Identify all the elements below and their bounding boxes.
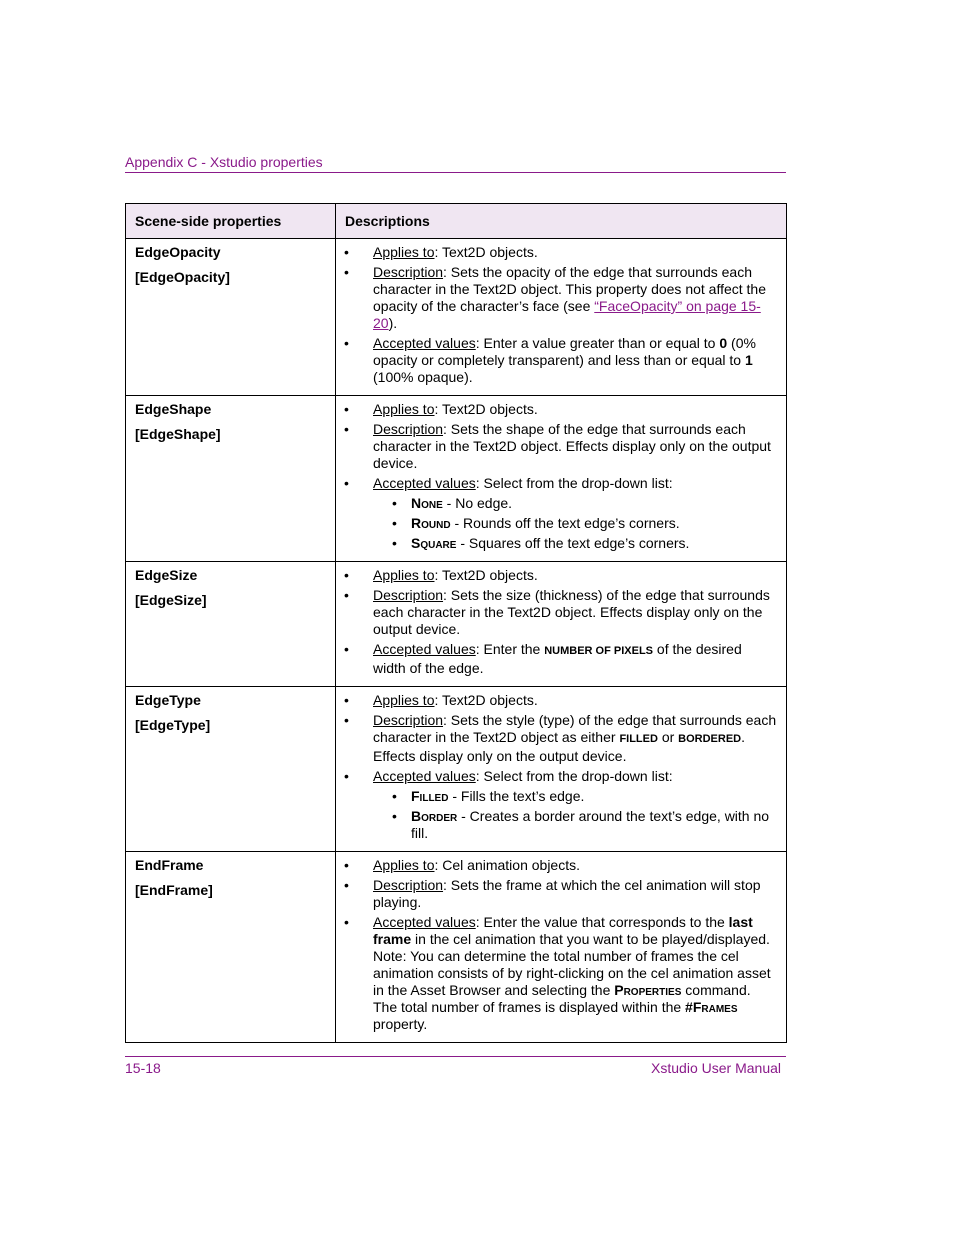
table-row <box>126 239 787 396</box>
option-item: • Round - Rounds off the text edge’s corners. <box>373 515 778 532</box>
property-name-cell <box>126 562 336 687</box>
list-item: • Accepted values: Enter the NUMBER OF PIXELS of the desired width of the edge. <box>344 641 778 677</box>
properties-table <box>125 203 787 1043</box>
option-item: • Square - Squares off the text edge’s corners. <box>373 535 778 552</box>
property-name: EdgeType <box>135 692 201 708</box>
property-name-cell <box>126 687 336 852</box>
list-item: • Accepted values: Enter the value that corresponds to the last frame in the cel animation that you want to be played/displayed. Note: You can determine the total number of frames the cel animation consists of by right-clicking on the cel animation asset in the Asset Browser and selecting the Properties command. The total number of frames is displayed within the #Frames property. <box>344 914 778 1033</box>
list-item: • Accepted values: Select from the drop-down list: • Filled - Fills the text’s edge. • Border - Creates a border around the text’s edge, with no fill. <box>344 768 778 842</box>
property-key: [EdgeShape] <box>135 426 221 442</box>
option-item: • Border - Creates a border around the text’s edge, with no fill. <box>373 808 778 842</box>
column-header-properties: Scene-side properties <box>126 204 336 239</box>
list-item: • Accepted values: Select from the drop-down list: • None - No edge. • Round - Rounds off the text edge’s corners. • Square - Squares off the text edge’s corners. <box>344 475 778 552</box>
list-item: • Description: Sets the shape of the edge that surrounds each character in the Text2D object. Effects display only on the output device. <box>344 421 778 472</box>
property-key: [EdgeOpacity] <box>135 269 230 285</box>
list-item: • Description: Sets the frame at which the cel animation will stop playing. <box>344 877 778 911</box>
manual-title: Xstudio User Manual <box>651 1060 781 1076</box>
property-name-cell <box>126 852 336 1043</box>
property-key: [EdgeSize] <box>135 592 207 608</box>
running-header: Appendix C - Xstudio properties <box>125 154 323 170</box>
list-item: • Description: Sets the style (type) of the edge that surrounds each character in the Text2D object as either FILLED or BORDERED. Effects display only on the output device. <box>344 712 778 765</box>
property-key: [EndFrame] <box>135 882 213 898</box>
table-row <box>126 852 787 1043</box>
list-item: • Description: Sets the opacity of the edge that surrounds each character in the Text2D object. This property does not affect the opacity of the character’s face (see “FaceOpacity” on page 15-20). <box>344 264 778 332</box>
property-description-cell <box>336 687 787 852</box>
list-item: • Description: Sets the size (thickness) of the edge that surrounds each character in the Text2D object. Effects display only on the output device. <box>344 587 778 638</box>
property-description-cell <box>336 562 787 687</box>
list-item: • Applies to: Cel animation objects. <box>344 857 778 874</box>
table-row <box>126 562 787 687</box>
property-description-cell <box>336 396 787 562</box>
property-description-cell <box>336 852 787 1043</box>
option-item: • Filled - Fills the text’s edge. <box>373 788 778 805</box>
property-name: EdgeShape <box>135 401 212 417</box>
property-name-cell <box>126 239 336 396</box>
list-item: • Applies to: Text2D objects. <box>344 567 778 584</box>
page-number: 15-18 <box>125 1060 161 1076</box>
property-description-cell <box>336 239 787 396</box>
footer-rule <box>125 1056 786 1057</box>
faceopacity-link[interactable]: “FaceOpacity” on page 15-20 <box>373 298 761 331</box>
property-name-cell <box>126 396 336 562</box>
header-rule <box>125 172 786 173</box>
list-item: • Applies to: Text2D objects. <box>344 692 778 709</box>
property-key: [EdgeType] <box>135 717 211 733</box>
list-item: • Applies to: Text2D objects. <box>344 401 778 418</box>
property-name: EndFrame <box>135 857 204 873</box>
table-row <box>126 396 787 562</box>
property-name: EdgeSize <box>135 567 198 583</box>
property-name: EdgeOpacity <box>135 244 221 260</box>
option-item: • None - No edge. <box>373 495 778 512</box>
table-header-row <box>126 204 787 239</box>
column-header-descriptions: Descriptions <box>336 204 787 239</box>
list-item: • Accepted values: Enter a value greater than or equal to 0 (0% opacity or completely transparent) and less than or equal to 1 (100% opaque). <box>344 335 778 386</box>
table-row <box>126 687 787 852</box>
list-item: • Applies to: Text2D objects. <box>344 244 778 261</box>
